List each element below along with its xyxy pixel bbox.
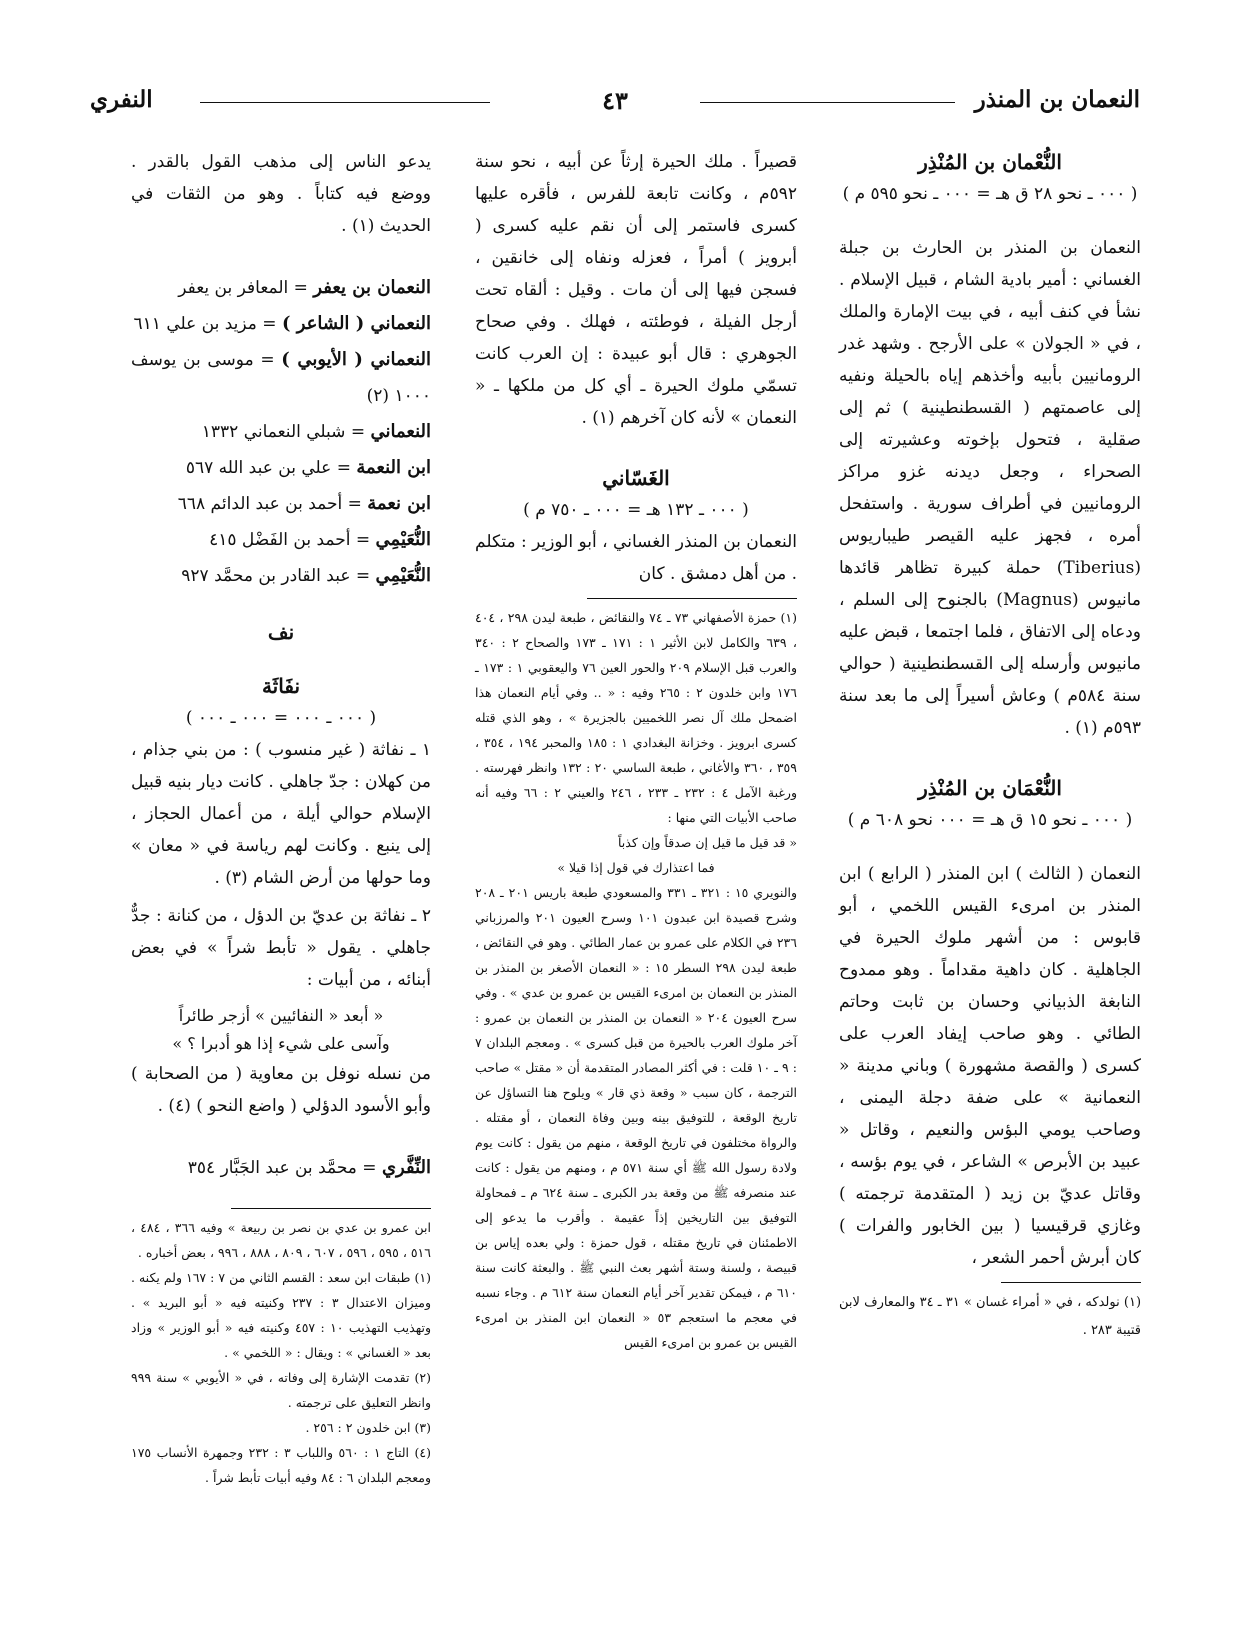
entry-title: النُّعْمَان بن المُنْذِر (918, 776, 1062, 800)
ref-target: = المعافر بن يعفر (178, 278, 308, 298)
entry-title: نفَاثَة (261, 674, 301, 698)
cross-reference (131, 558, 431, 594)
footnote: (١) نولدكه ، في « أمراء غسان » ٣١ ـ ٣٤ والمعارف لابن قتيبة ٢٨٣ . (839, 1295, 1142, 1338)
footnote: (١) طبقات ابن سعد : القسم الثاني من ٧ : ١٦٧ ولم يكنه . وميزان الاعتدال ٣ : ٢٣٧ وكنيته فيه « أبو البريد » . وتهذيب التهذيب ١٠ : ٤٥٧ وكنيته فيه « أبو الوزير » وزاد بعد « الغساني » : ويقال : « اللخمي » . (131, 1270, 431, 1360)
entry-body: يدعو الناس إلى مذهب القول بالقدر . ووضع فيه كتاباً . وهو من الثقات في الحديث (١) . (131, 152, 431, 236)
header-rule (200, 102, 490, 103)
entry-body: النعمان بن المنذر بن الحارث بن جبلة الغساني : أمير بادية الشام ، قبيل الإسلام . نشأ في كنف أبيه ، في بيت الإمارة والملك ، في « الجولان » على الأرجح . وشهد غدر الرومانيين بأبيه وأخذهم إياه بالحيلة ونفيه إلى عاصمتهم ( القسطنطينية ) ثم إلى صقلية ، فتحول بإخوته وعشيرته إلى الصحراء ، وجعل ديدنه غزو مراكز الرومانيين في أطراف سورية . واستفحل أمره ، فجهز عليه القيصر طيباريوس (Tiberius) حملة كبيرة تظاهر قائدها مانيوس (Magnus) بالجنوح إلى السلم ، ودعاه إلى الاتفاق ، فلما اجتمعا ، قبض عليه مانيوس وأرسله إلى القسطنطينية ( حوالي سنة ٥٨٤م ) وعاش أسيراً إلى ما بعد سنة ٥٩٣م (١) . (839, 238, 1141, 738)
page-number: ٤٣ (594, 86, 636, 115)
column-right (839, 146, 1141, 1345)
ref-name: ابن النعمة (356, 457, 431, 478)
header-right-title: النعمان بن المنذر (974, 86, 1140, 113)
footnote-rule (231, 1208, 431, 1209)
entry-dates: ( ٠٠٠ ـ نحو ١٥ ق هـ = ٠٠٠ نحو ٦٠٨ م ) (847, 810, 1133, 830)
header-left-title: النفري (90, 86, 153, 113)
ref-name: النعماني ( الأيوبي ) (281, 349, 431, 370)
ref-name: النعماني (370, 421, 431, 442)
verse-line: وآسى على شيء إذا هو أدبرا ؟ » (172, 1034, 390, 1053)
entry-dates: ( ٠٠٠ ـ ١٣٢ هـ = ٠٠٠ ـ ٧٥٠ م ) (523, 500, 749, 520)
footnote: (٢) تقدمت الإشارة إلى وفاته ، في « الأيوبي » سنة ٩٩٩ وانظر التعليق على ترجمته . (131, 1370, 431, 1410)
ref-target: = مزيد بن علي ٦١١ (133, 314, 277, 334)
cross-reference (131, 522, 431, 558)
ref-name: النُّعَيْمِي (375, 565, 431, 586)
entry-dates: ( ٠٠٠ ـ نحو ٢٨ ق هـ = ٠٠٠ ـ نحو ٥٩٥ م ) (842, 184, 1138, 204)
entry-title: النُّعْمان بن المُنْذِر (918, 150, 1062, 174)
cross-reference (131, 414, 431, 450)
ref-name: النِّفَّري (381, 1157, 431, 1178)
footnote-rule (587, 598, 797, 599)
entry-dates: ( ٠٠٠ ـ ٠٠٠ = ٠٠٠ ـ ٠٠٠ ) (185, 708, 377, 728)
entry-body: قصيراً . ملك الحيرة إرثاً عن أبيه ، نحو سنة ٥٩٢م ، وكانت تابعة للفرس ، فأقره عليها كسرى فاستمر إلى أن نقم عليه كسرى ( أبرويز ) أمراً ، فعزله ونفاه إلى خانقين ، فسجن فيها إلى أن مات . وقيل : ألقاه تحت أرجل الفيلة ، فوطئته ، فهلك . وفي صحاح الجوهري : قال أبو عبيدة : إن العرب كانت تسمّي ملوك الحيرة ـ أي كل من ملكها ـ « النعمان » لأنه كان آخرهم (١) . (475, 152, 797, 428)
cross-reference (131, 270, 431, 306)
ref-target: = أحمد بن عبد الدائم ٦٦٨ (177, 494, 362, 514)
ref-target: = شبلي النعماني ١٣٣٢ (201, 422, 366, 442)
entry-body: النعمان بن المنذر الغساني ، أبو الوزير : متكلم . من أهل دمشق . كان (475, 532, 797, 584)
entry-paragraph: ٢ ـ نفاثة بن عديّ بن الدؤل ، من كنانة : جدٌّ جاهلي . يقول « تأبط شراً » في بعض أبنائه ، من أبيات : (131, 906, 431, 990)
verse-line: « أبعد « النفائيين » أزجر طائراً (178, 1006, 384, 1025)
running-header (90, 86, 1140, 120)
cross-reference (131, 306, 431, 342)
column-middle (475, 146, 797, 1355)
ref-target: = أحمد بن الفَضْل ٤١٥ (209, 530, 371, 550)
ref-name: النعمان بن يعفر (313, 277, 431, 298)
entry-title: الغَسّاني (602, 466, 670, 490)
footnote-rule (1001, 1282, 1141, 1283)
ref-target: = محمَّد بن عبد الجَبَّار ٣٥٤ (187, 1158, 377, 1178)
ref-target: = موسى بن يوسف ١٠٠٠ (٢) (131, 350, 431, 406)
cross-reference (131, 1150, 431, 1186)
footnote: (٣) ابن خلدون ٢ : ٢٥٦ . (305, 1420, 431, 1435)
cross-reference (131, 342, 431, 414)
entry-body: النعمان ( الثالث ) ابن المنذر ( الرابع ) ابن المنذر بن امرىء القيس اللخمي ، أبو قابوس : من أشهر ملوك الحيرة في الجاهلية . كان داهية مقداماً . وهو ممدوح النابغة الذبياني وحسان بن ثابت وحاتم الطائي . وهو صاحب إيفاد العرب على كسرى ( والقصة مشهورة ) وباني مدينة « النعمانية » على ضفة دجلة اليمنى ، وصاحب يومي البؤس والنعيم ، وقاتل « عبيد بن الأبرص » الشاعر ، في يوم بؤسه ، وقاتل عديّ بن زيد ( المتقدمة ترجمته ) وغازي قرقيسيا ( بين الخابور والفرات ) كان أبرش أحمر الشعر ، (839, 864, 1141, 1268)
footnote: (٤) التاج ١ : ٥٦٠ واللباب ٣ : ٢٣٢ وجمهرة الأنساب ١٧٥ ومعجم البلدان ٦ : ٨٤ وفيه أبيات تأبط شراً . (131, 1445, 431, 1485)
footnote: ابن عمرو بن عدي بن نصر بن ربيعة » وفيه ٣٦٦ ، ٤٨٤ ، ٥١٦ ، ٥٩٥ ، ٥٩٦ ، ٦٠٧ ، ٨٠٩ ، ٨٨٨ ، ٩٩٦ ، بعض أخباره . (131, 1220, 431, 1260)
footnote-verse: « قد قيل ما قيل إن صدقاً وإن كذباً (617, 835, 797, 850)
header-rule (700, 102, 955, 103)
cross-reference (131, 450, 431, 486)
footnote: والنويري ١٥ : ٣٢١ ـ ٣٣١ والمسعودي طبعة باريس ٢٠١ ـ ٢٠٨ وشرح قصيدة ابن عبدون ١٠١ وسرح العيون ٢٠١ والمرزباني ٢٣٦ في الكلام على عمرو بن عمار الطائي . وهو في النقائض ، طبعة ليدن ٢٩٨ السطر ١٥ : « النعمان الأصغر بن المنذر بن المنذر بن النعمان بن امرىء القيس بن عمرو بن عدي » . وفي سرح العيون ٢٠٤ « النعمان بن المنذر بن النعمان بن عمرو : آخر ملوك العرب بالحيرة من قبل كسرى » . ومعجم البلدان ٧ : ٩ ـ ١٠ قلت : في أكثر المصادر المتقدمة أن « مقتل » صاحب الترجمة ، كان سبب « وقعة ذي قار » ويلوح هنا التساؤل عن تاريخ الوقعة ، للتوفيق بينه وبين وفاة النعمان ، أو مقتله . والرواة مختلفون في تاريخ الوقعة ، منهم من يقول : كانت يوم ولادة رسول الله ﷺ أي سنة ٥٧١ م ، ومنهم من يقول : كانت عند منصرفه ﷺ من وقعة بدر الكبرى ـ سنة ٦٢٤ م ـ فمحاولة التوفيق بين التاريخين إذاً عقيمة . وأقرب ما يدعو إلى الاطمئنان في تاريخ مقتله ، قول حمزة : ولي بعده إياس بن قبيصة ، ولسنة وستة أشهر بعث النبي ﷺ . والبعثة كانت سنة ٦١٠ م ، فيمكن تقدير آخر أيام النعمان سنة ٦١٢ م . وجاء نسبه في معجم ما استعجم ٥٣ « النعمان ابن المنذر بن امرىء القيس بن عمرو بن امرىء القيس (475, 885, 798, 1350)
cross-reference (131, 486, 431, 522)
ref-name: النُّعَيْمِي (375, 529, 431, 550)
entry-paragraph: من نسله نوفل بن معاوية ( من الصحابة ) وأبو الأسود الدؤلي ( واضع النحو ) (٤) . (131, 1064, 431, 1116)
ref-target: = عبد القادر بن محمَّد ٩٢٧ (181, 566, 371, 586)
footnote: (١) حمزة الأصفهاني ٧٣ ـ ٧٤ والنقائض ، طبعة ليدن ٢٩٨ ، ٤٠٤ ، ٦٣٩ والكامل لابن الأثير ١ : ١٧١ ـ ١٧٣ والصحاح ٢ : ٣٤٠ والعرب قبل الإسلام ٢٠٩ والحور العين ٧٦ واليعقوبي ١ : ١٧٣ ـ ١٧٦ وابن خلدون ٢ : ٢٦٥ وفيه : « .. وفي أيام النعمان هذا اضمحل ملك آل نصر اللخميين بالجزيرة » ، وهو الذي قتله كسرى ابرويز . وخزانة البغدادي ١ : ١٨٥ والمحبر ١٩٤ ، ٣٥٤ ، ٣٥٩ ، ٣٦٠ والأغاني ، طبعة الساسي ٢٠ : ١٣٢ وانظر فهرسته . ورغبة الآمل ٤ : ٢٣٢ ـ ٢٣٣ ، ٢٤٦ والعيني ٢ : ٦٦ وفيه أنه صاحب الأبيات التي منها : (475, 610, 798, 825)
entry-paragraph: ١ ـ نفاثة ( غير منسوب ) : من بني جذام ، من كهلان : جدّ جاهلي . كانت ديار بنيه قبيل الإسلام حوالي أيلة ، من أعمال الحجاز ، إلى ينبع . وكانت لهم رياسة في « معان » وما حولها من أرض الشام (٣) . (130, 740, 431, 888)
footnote-verse: فما اعتذارك في قول إذا قيلا » (557, 860, 715, 875)
column-left (131, 146, 431, 1490)
section-heading: نف (267, 620, 295, 644)
ref-name: ابن نعمة (367, 493, 431, 514)
ref-name: النعماني ( الشاعر ) (281, 313, 431, 334)
ref-target: = علي بن عبد الله ٥٦٧ (185, 458, 351, 478)
